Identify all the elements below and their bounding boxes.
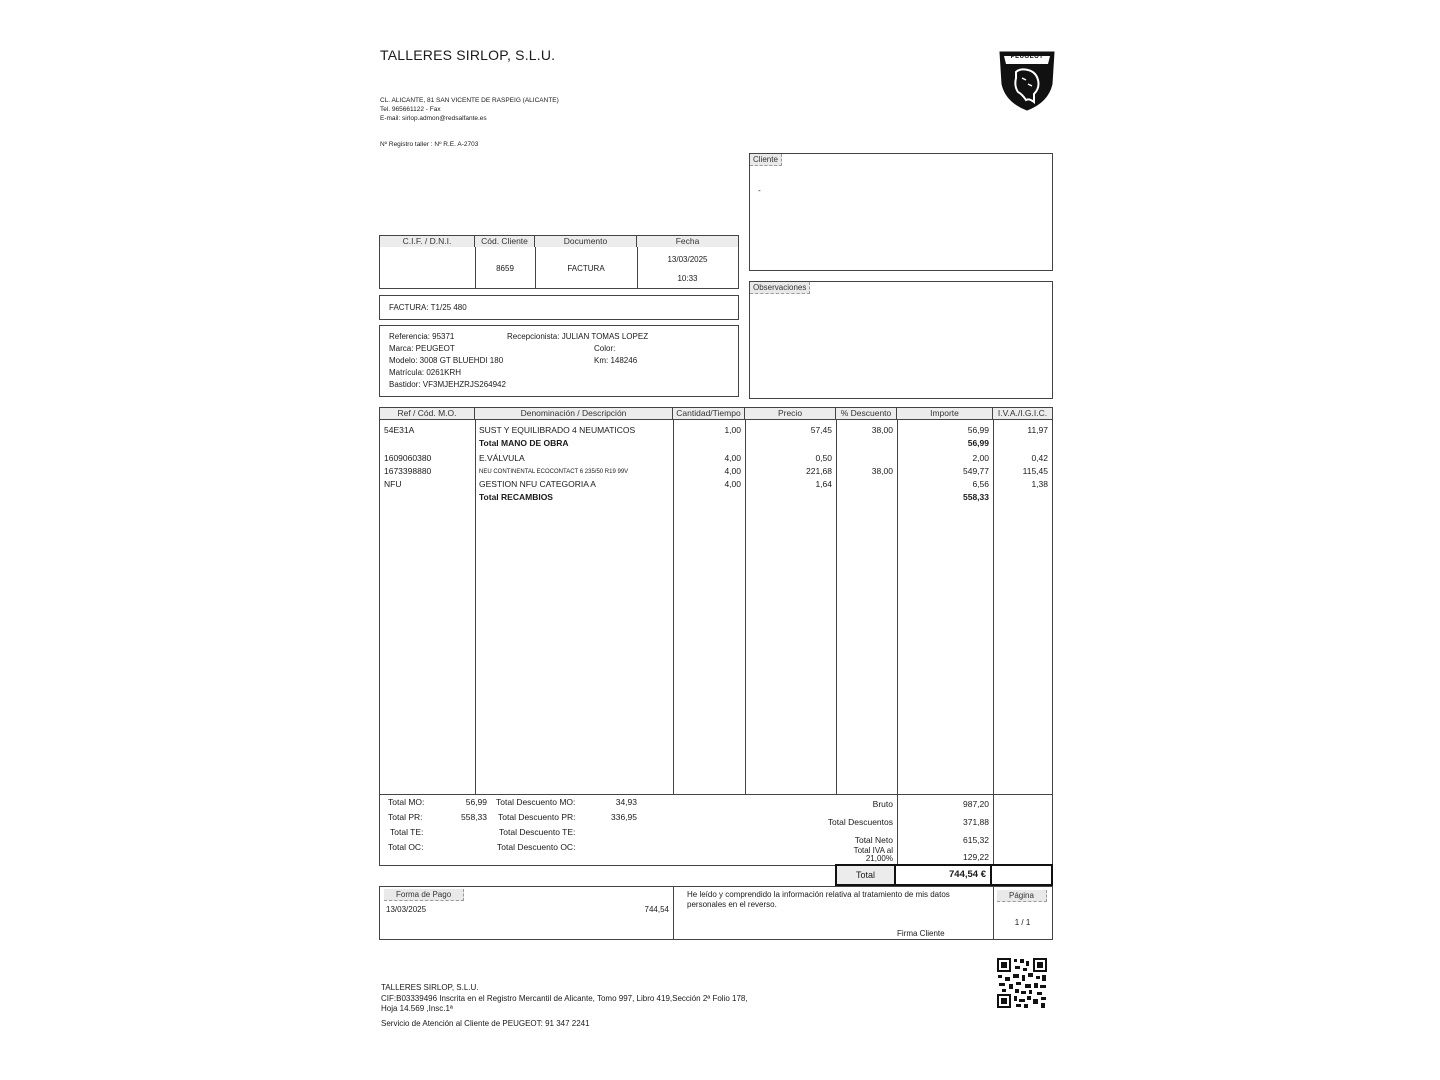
matricula: Matrícula: 0261KRH (389, 368, 462, 377)
peugeot-service: Servicio de Atención al Cliente de PEUGEOT: 91 347 2241 (381, 1019, 590, 1028)
col-disc-header: % Descuento (836, 408, 897, 419)
row-amount: 56,99 (967, 425, 989, 435)
row-price: 0,50 (815, 453, 832, 463)
referencia: Referencia: 95371 (389, 332, 455, 341)
forma-pago-amount: 744,54 (644, 905, 669, 914)
cif-header: C.I.F. / D.N.I. (380, 236, 475, 247)
row-desc: GESTION NFU CATEGORIA A (479, 479, 596, 489)
table-row (380, 478, 1052, 491)
row-price: 221,68 (806, 466, 832, 476)
line-items-table (379, 407, 1053, 866)
registry-number: Nº Registro taller : Nº R.E. A-2703 (380, 141, 479, 148)
row-desc: Total RECAMBIOS (479, 492, 553, 502)
total-iva-label: Total IVA al 21,00% (853, 846, 893, 863)
logo-text: PEUGEOT (1010, 54, 1044, 60)
row-ref: 1673398880 (384, 466, 432, 476)
total-descuento-pr-label: Total Descuento PR: (498, 812, 576, 822)
factura-box (379, 295, 739, 320)
firma-cliente: Firma Cliente (897, 929, 945, 938)
total-pr-label: Total PR: (388, 812, 423, 822)
total-descuento-oc-label: Total Descuento OC: (497, 842, 576, 852)
company-address: CL. ALICANTE, 81 SAN VICENTE DE RASPEIG (ALICANTE) (380, 97, 559, 104)
row-iva: 11,97 (1027, 425, 1048, 435)
total-mo-value: 56,99 (465, 797, 487, 807)
row-desc: E.VÁLVULA (479, 453, 525, 463)
legal-cif: CIF:B03339496 Inscrita en el Registro Mercantil de Alicante, Tomo 997, Libro 419,Sección 2ª Folio 178, (381, 994, 748, 1003)
table-row (380, 452, 1052, 465)
table-row (380, 437, 1052, 450)
row-ref: 54E31A (384, 425, 415, 435)
row-qty: 1,00 (724, 425, 741, 435)
row-amount: 549,77 (963, 466, 989, 476)
total-oc-label: Total OC: (388, 842, 424, 852)
row-desc: NEU CONTINENTAL ECOCONTACT 6 235/50 R19 99V (479, 469, 629, 475)
row-iva: 0,42 (1031, 453, 1048, 463)
total-te-label: Total TE: (390, 827, 424, 837)
forma-pago-date: 13/03/2025 (386, 905, 427, 914)
total-descuento-mo-label: Total Descuento MO: (496, 797, 576, 807)
row-price: 1,64 (815, 479, 832, 489)
cliente-label: Cliente (750, 154, 782, 166)
forma-pago-label: Forma de Pago (384, 889, 464, 901)
total-descuentos-value: 371,88 (963, 817, 989, 827)
total-descuento-pr-value: 336,95 (611, 812, 637, 822)
modelo: Modelo: 3008 GT BLUEHDI 180 (389, 356, 504, 365)
fecha-header: Fecha (637, 236, 738, 247)
row-discount: 38,00 (871, 466, 893, 476)
col-iva-header: I.V.A./I.G.I.C. (993, 408, 1052, 419)
row-amount: 56,99 (967, 438, 989, 448)
row-qty: 4,00 (724, 479, 741, 489)
payment-footer-box (379, 886, 1053, 940)
privacy-notice: He leído y comprendido la información relativa al tratamiento de mis datos personales en el reverso. (687, 890, 950, 909)
total-descuento-te-label: Total Descuento TE: (499, 827, 576, 837)
row-iva: 115,45 (1022, 466, 1048, 476)
row-qty: 4,00 (724, 466, 741, 476)
grand-total-value: 744,54 € (896, 866, 992, 884)
cliente-value: - (758, 186, 761, 195)
recepcionista: Recepcionista: JULIAN TOMAS LOPEZ (507, 332, 649, 341)
row-ref: NFU (384, 479, 402, 489)
bruto-label: Bruto (872, 799, 893, 809)
grand-total-label: Total (837, 866, 896, 884)
legal-company: TALLERES SIRLOP, S.L.U. (381, 983, 479, 992)
documento-value: FACTURA (567, 264, 605, 273)
color: Color: (594, 344, 616, 353)
row-price: 57,45 (810, 425, 832, 435)
row-iva: 1,38 (1031, 479, 1048, 489)
marca: Marca: PEUGEOT (389, 344, 455, 353)
vehicle-box (379, 325, 739, 397)
kilometraje: Km: 148246 (594, 356, 638, 365)
table-row (380, 491, 1052, 504)
col-qty-header: Cantidad/Tiempo (673, 408, 745, 419)
hora-value: 10:33 (677, 274, 698, 283)
pagina-label: Página (997, 890, 1047, 902)
total-mo-label: Total MO: (388, 797, 425, 807)
peugeot-logo (998, 48, 1056, 112)
documento-header: Documento (535, 236, 637, 247)
row-amount: 2,00 (972, 453, 989, 463)
observaciones-label: Observaciones (750, 282, 810, 294)
bastidor: Bastidor: VF3MJEHZRJS264942 (389, 380, 506, 389)
company-email: E-mail: sirlop.admon@redsalfante.es (380, 115, 487, 122)
qr-code (996, 957, 1048, 1009)
bruto-value: 987,20 (963, 799, 989, 809)
factura-number: FACTURA: T1/25 480 (389, 303, 467, 312)
company-name: TALLERES SIRLOP, S.L.U. (380, 47, 556, 63)
cliente-box (749, 153, 1053, 271)
col-ref-header: Ref / Cód. M.O. (380, 408, 475, 419)
pagina-value: 1 / 1 (1014, 918, 1031, 927)
total-neto-value: 615,32 (963, 835, 989, 845)
row-desc: Total MANO DE OBRA (479, 438, 569, 448)
col-amount-header: Importe (897, 408, 993, 419)
row-ref: 1609060380 (384, 453, 432, 463)
row-desc: SUST Y EQUILIBRADO 4 NEUMATICOS (479, 425, 636, 435)
grand-total-box (835, 864, 1053, 886)
observaciones-box (749, 281, 1053, 399)
col-price-header: Precio (745, 408, 836, 419)
row-amount: 6,56 (972, 479, 989, 489)
total-iva-value: 129,22 (963, 852, 989, 862)
table-row (380, 465, 1052, 478)
table-row (380, 424, 1052, 437)
row-qty: 4,00 (724, 453, 741, 463)
legal-hoja: Hoja 14.569 ,Insc.1ª (381, 1004, 453, 1013)
fecha-value: 13/03/2025 (667, 255, 708, 264)
row-discount: 38,00 (871, 425, 893, 435)
total-pr-value: 558,33 (461, 812, 487, 822)
total-neto-label: Total Neto (854, 835, 893, 845)
total-descuentos-label: Total Descuentos (827, 817, 893, 827)
row-amount: 558,33 (963, 492, 989, 502)
total-descuento-mo-value: 34,93 (615, 797, 637, 807)
cod-cliente-header: Cód. Cliente (475, 236, 535, 247)
col-desc-header: Denominación / Descripción (475, 408, 673, 419)
cod-cliente-value: 8659 (496, 264, 514, 273)
document-info-box (379, 235, 739, 289)
qr-code-icon (996, 957, 1048, 1009)
company-phone: Tel. 965661122 - Fax (380, 106, 441, 113)
